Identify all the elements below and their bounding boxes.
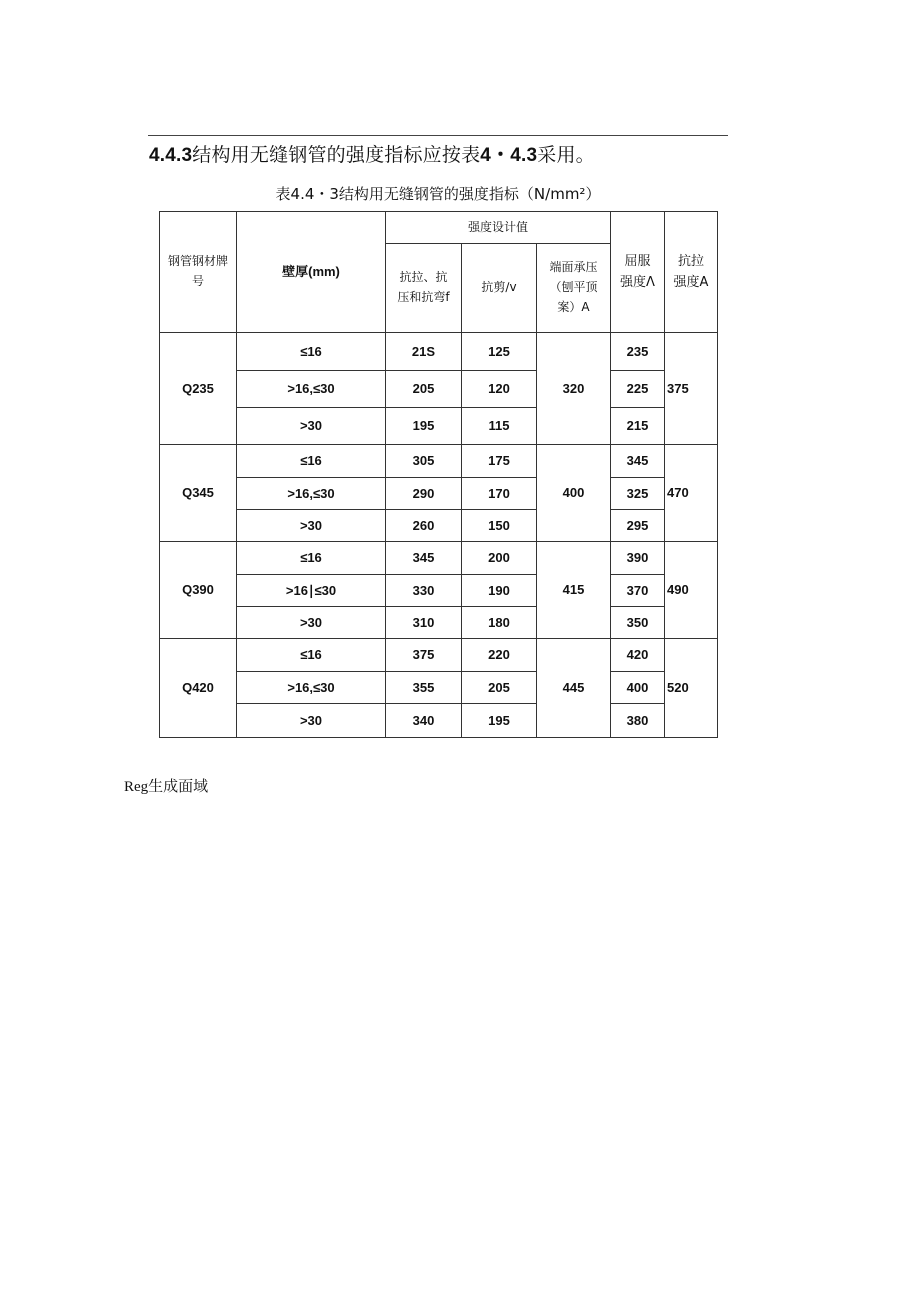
thickness-cell: ≤16 bbox=[237, 542, 386, 575]
shear-cell: 125 bbox=[462, 333, 537, 371]
header-bearing: 端面承压（刨平顶案）A bbox=[537, 244, 611, 333]
table-row bbox=[160, 510, 718, 542]
thickness-cell: >16∣≤30 bbox=[237, 575, 386, 607]
tension-cell: 345 bbox=[386, 542, 462, 575]
tension-cell: 330 bbox=[386, 575, 462, 607]
bearing-cell: 415 bbox=[537, 542, 611, 639]
yield-cell: 400 bbox=[611, 672, 665, 704]
grade-cell: Q390 bbox=[160, 542, 237, 639]
yield-cell: 235 bbox=[611, 333, 665, 371]
header-yield: 屈服强度Λ bbox=[611, 212, 665, 333]
shear-cell: 200 bbox=[462, 542, 537, 575]
table-row bbox=[160, 371, 718, 408]
thickness-cell: >16,≤30 bbox=[237, 371, 386, 408]
ultimate-cell: 470 bbox=[665, 445, 718, 542]
thickness-cell: >16,≤30 bbox=[237, 478, 386, 510]
shear-cell: 115 bbox=[462, 408, 537, 445]
yield-cell: 370 bbox=[611, 575, 665, 607]
grade-cell: Q420 bbox=[160, 639, 237, 738]
tension-cell: 305 bbox=[386, 445, 462, 478]
thickness-cell: >16,≤30 bbox=[237, 672, 386, 704]
shear-cell: 120 bbox=[462, 371, 537, 408]
yield-cell: 215 bbox=[611, 408, 665, 445]
header-thickness: 壁厚(mm) bbox=[237, 212, 386, 333]
ultimate-cell: 490 bbox=[665, 542, 718, 639]
clause-table-ref: 4・4.3 bbox=[480, 145, 538, 166]
thickness-cell: >30 bbox=[237, 510, 386, 542]
shear-cell: 150 bbox=[462, 510, 537, 542]
shear-cell: 180 bbox=[462, 607, 537, 639]
bearing-cell: 320 bbox=[537, 333, 611, 445]
shear-cell: 175 bbox=[462, 445, 537, 478]
thickness-cell: >30 bbox=[237, 408, 386, 445]
clause-tail: 采用。 bbox=[537, 144, 595, 166]
tension-cell: 21S bbox=[386, 333, 462, 371]
top-rule bbox=[148, 135, 728, 136]
yield-cell: 345 bbox=[611, 445, 665, 478]
table-row bbox=[160, 445, 718, 478]
tension-cell: 205 bbox=[386, 371, 462, 408]
ultimate-cell: 375 bbox=[665, 333, 718, 445]
grade-cell: Q345 bbox=[160, 445, 237, 542]
table-row bbox=[160, 333, 718, 371]
tension-cell: 340 bbox=[386, 704, 462, 738]
yield-cell: 390 bbox=[611, 542, 665, 575]
table-row bbox=[160, 639, 718, 672]
yield-cell: 295 bbox=[611, 510, 665, 542]
table-row bbox=[160, 478, 718, 510]
tension-cell: 195 bbox=[386, 408, 462, 445]
strength-table bbox=[159, 211, 718, 738]
yield-cell: 420 bbox=[611, 639, 665, 672]
clause-number: 4.4.3 bbox=[149, 145, 193, 166]
table-row bbox=[160, 704, 718, 738]
bearing-cell: 445 bbox=[537, 639, 611, 738]
table-row bbox=[160, 607, 718, 639]
bearing-cell: 400 bbox=[537, 445, 611, 542]
yield-cell: 325 bbox=[611, 478, 665, 510]
header-shear: 抗剪∕v bbox=[462, 244, 537, 333]
thickness-cell: >30 bbox=[237, 704, 386, 738]
shear-cell: 220 bbox=[462, 639, 537, 672]
thickness-cell: ≤16 bbox=[237, 333, 386, 371]
thickness-cell: ≤16 bbox=[237, 639, 386, 672]
shear-cell: 205 bbox=[462, 672, 537, 704]
grade-cell: Q235 bbox=[160, 333, 237, 445]
tension-cell: 260 bbox=[386, 510, 462, 542]
thickness-cell: ≤16 bbox=[237, 445, 386, 478]
header-grade: 钢管钢材牌号 bbox=[160, 212, 237, 333]
shear-cell: 170 bbox=[462, 478, 537, 510]
thickness-cell: >30 bbox=[237, 607, 386, 639]
footer-note: Reg生成面域 bbox=[124, 779, 209, 795]
yield-cell: 225 bbox=[611, 371, 665, 408]
clause-body: 结构用无缝钢管的强度指标应按表 bbox=[192, 144, 481, 166]
tension-cell: 290 bbox=[386, 478, 462, 510]
yield-cell: 380 bbox=[611, 704, 665, 738]
table-caption: 表4.4・3结构用无缝钢管的强度指标（N∕mm²） bbox=[275, 185, 601, 203]
table-row bbox=[160, 542, 718, 575]
shear-cell: 190 bbox=[462, 575, 537, 607]
table-row bbox=[160, 575, 718, 607]
yield-cell: 350 bbox=[611, 607, 665, 639]
tension-cell: 310 bbox=[386, 607, 462, 639]
header-tension: 抗拉、抗压和抗弯f bbox=[386, 244, 462, 333]
ultimate-cell: 520 bbox=[665, 639, 718, 738]
clause-text bbox=[149, 140, 595, 167]
table-row bbox=[160, 408, 718, 445]
shear-cell: 195 bbox=[462, 704, 537, 738]
header-design-strength: 强度设计值 bbox=[386, 212, 611, 244]
header-ultimate: 抗拉强度A bbox=[665, 212, 718, 333]
tension-cell: 355 bbox=[386, 672, 462, 704]
tension-cell: 375 bbox=[386, 639, 462, 672]
table-row bbox=[160, 672, 718, 704]
